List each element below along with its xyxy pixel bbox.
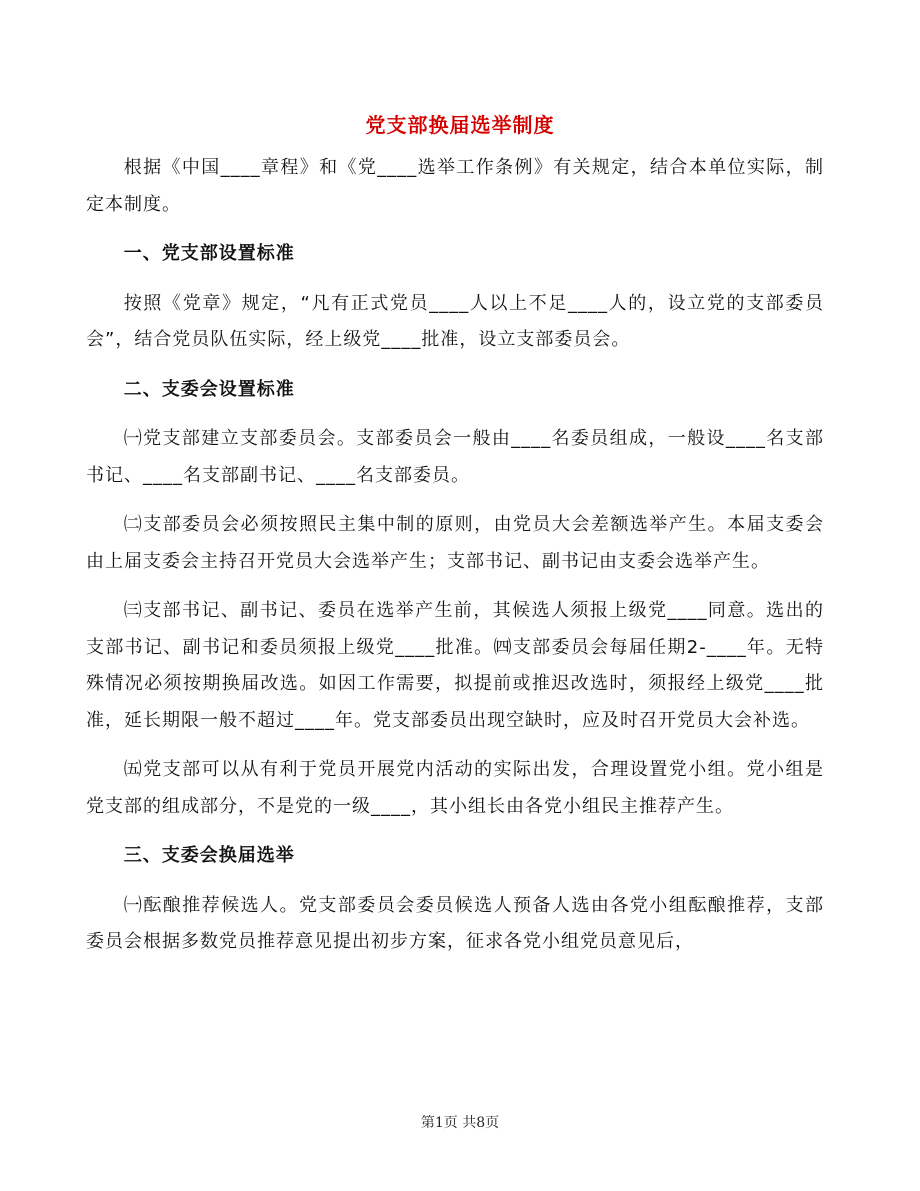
section-2-paragraph-1: ㈠党支部建立支部委员会。支部委员会一般由____名委员组成，一般设____名支部书记、____名支部副书记、____名支部委员。 — [86, 428, 824, 486]
section-2-paragraph-4: ㈤党支部可以从有利于党员开展党内活动的实际出发，合理设置党小组。党小组是党支部的组成部分，不是党的一级____，其小组长由各党小组民主推荐产生。 — [86, 759, 824, 817]
section-heading-1: 一、党支部设置标准 — [123, 243, 295, 264]
section-heading-3: 三、支委会换届选举 — [123, 845, 295, 866]
intro-paragraph: 根据《中国____章程》和《党____选举工作条例》有关规定，结合本单位实际，制定本制度。 — [86, 157, 824, 215]
section-1-paragraph-1: 按照《党章》规定，“凡有正式党员____人以上不足____人的，设立党的支部委员会”，结合党员队伍实际，经上级党____批准，设立支部委员会。 — [86, 292, 824, 350]
section-2-paragraph-2: ㈡支部委员会必须按照民主集中制的原则，由党员大会差额选举产生。本届支委会由上届支委会主持召开党员大会选举产生；支部书记、副书记由支委会选举产生。 — [86, 514, 824, 572]
document-title: 党支部换届选举制度 — [365, 113, 555, 137]
document-body — [86, 150, 824, 974]
section-2-paragraph-3: ㈢支部书记、副书记、委员在选举产生前，其候选人须报上级党____同意。选出的支部书记、副书记和委员须报上级党____批准。㈣支部委员会每届任期2-____年。无特殊情况必须按期换届改选。如因工作需要，拟提前或推迟改选时，须报经上级党____批准，延长期限一般不超过____年。党支部委员出现空缺时，应及时召开党员大会补选。 — [86, 600, 824, 731]
section-3-paragraph-1: ㈠酝酿推荐候选人。党支部委员会委员候选人预备人选由各党小组酝酿推荐，支部委员会根据多数党员推荐意见提出初步方案，征求各党小组党员意见后， — [86, 894, 824, 952]
page-number: 第1页 共8页 — [420, 1115, 500, 1131]
section-heading-2: 二、支委会设置标准 — [123, 378, 295, 400]
